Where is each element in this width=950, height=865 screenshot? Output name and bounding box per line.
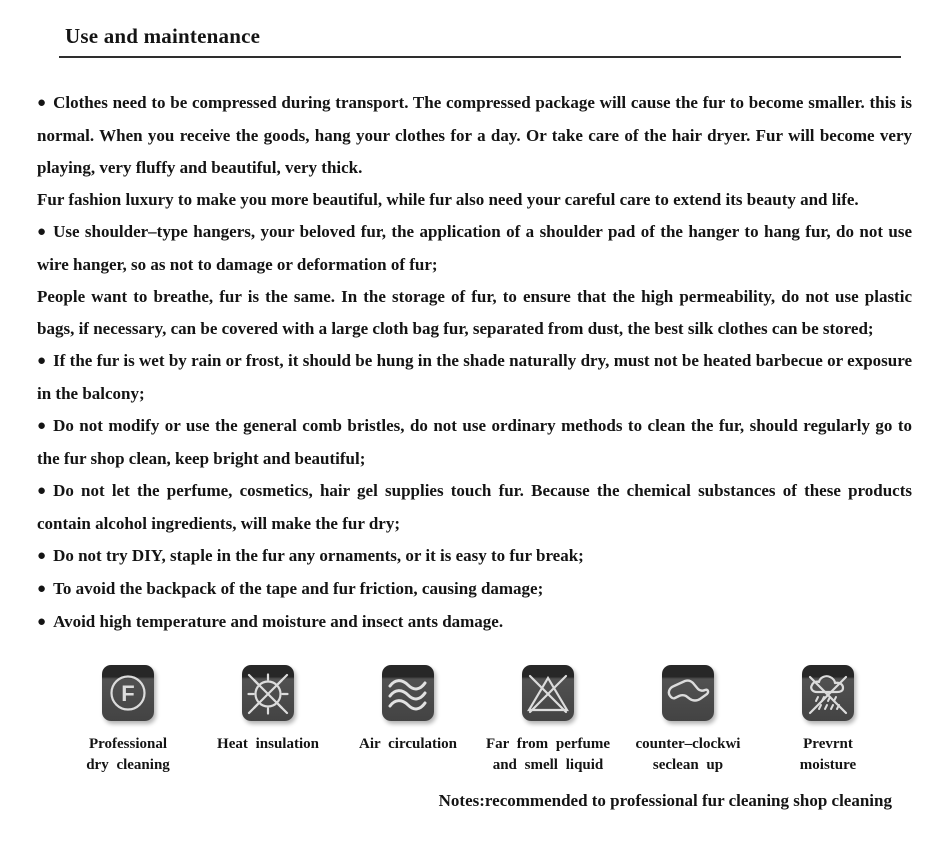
- care-symbol-heat-insulation: [198, 665, 338, 776]
- paragraph-text: Fur fashion luxury to make you more beautiful, while fur also need your careful care to extend its beauty and life.: [37, 190, 859, 209]
- paragraph: [37, 573, 912, 606]
- paragraph-text: Do not modify or use the general comb bristles, do not use ordinary methods to clean the fur, should regularly go to the fur shop clean, keep bright and beautiful;: [37, 416, 912, 468]
- bullet-icon: ●: [37, 353, 47, 369]
- paragraph-text: If the fur is wet by rain or frost, it should be hung in the shade naturally dry, must not be heated barbecue or exposure in the balcony;: [37, 351, 912, 403]
- document-page: [0, 24, 950, 865]
- care-symbol-label: Heat insulation: [217, 736, 319, 752]
- paragraph: [37, 184, 912, 216]
- paragraph-text: To avoid the backpack of the tape and fur friction, causing damage;: [53, 579, 544, 598]
- paragraph: [37, 410, 912, 475]
- care-symbol-no-perfume: [478, 665, 618, 776]
- bullet-icon: ●: [37, 224, 47, 240]
- paragraph-text: Clothes need to be compressed during transport. The compressed package will cause the fur to become smaller. this is normal. When you receive the goods, hang your clothes for a day. Or take care of the hair dryer. Fur will become very playing, very fluffy and beautiful, very thick.: [37, 93, 912, 177]
- paragraph: [37, 281, 912, 345]
- brush-icon: [662, 665, 714, 721]
- bullet-icon: ●: [37, 548, 47, 564]
- paragraph: [37, 540, 912, 573]
- instructions-body: [37, 87, 912, 639]
- paragraph-text: Do not try DIY, staple in the fur any ornaments, or it is easy to fur break;: [53, 546, 584, 565]
- paragraph-text: Do not let the perfume, cosmetics, hair gel supplies touch fur. Because the chemical substances of these products contain alcohol ingredients, will make the fur dry;: [37, 481, 912, 533]
- footer-note: Notes:recommended to professional fur cleaning shop cleaning: [438, 791, 892, 810]
- care-symbol-label: Professional dry cleaning: [86, 736, 170, 773]
- dry-clean-f-icon: [102, 665, 154, 721]
- paragraph: [37, 87, 912, 184]
- care-symbol-brush-clean: [618, 665, 758, 776]
- no-rain-cloud-icon: [802, 665, 854, 721]
- paragraph: [37, 475, 912, 540]
- no-bleach-icon: [522, 665, 574, 721]
- bullet-icon: ●: [37, 418, 47, 434]
- bullet-icon: ●: [37, 95, 47, 111]
- paragraph-text: Use shoulder–type hangers, your beloved fur, the application of a shoulder pad of the hanger to hang fur, do not use wire hanger, so as not to damage or deformation of fur;: [37, 222, 912, 274]
- air-waves-icon: [382, 665, 434, 721]
- care-symbol-air-circulation: [338, 665, 478, 776]
- paragraph-text: People want to breathe, fur is the same. In the storage of fur, to ensure that the high permeability, do not use plastic bags, if necessary, can be covered with a large cloth bag fur, separated from dust, the best silk clothes can be stored;: [37, 287, 912, 338]
- paragraph: [37, 606, 912, 639]
- paragraph-text: Avoid high temperature and moisture and insect ants damage.: [53, 612, 504, 631]
- bullet-icon: ●: [37, 614, 47, 630]
- title-section: [59, 24, 901, 58]
- care-symbol-label: Air circulation: [358, 736, 458, 752]
- page-title: Use and maintenance: [65, 24, 261, 48]
- no-heat-sun-icon: [242, 665, 294, 721]
- care-symbol-dry-cleaning: [58, 665, 198, 776]
- svg-text:F: F: [121, 681, 135, 706]
- paragraph: [37, 345, 912, 410]
- bullet-icon: ●: [37, 483, 47, 499]
- care-symbol-label: Far from perfume and smell liquid: [485, 736, 611, 773]
- care-symbol-label: counter–clockwi seclean up: [635, 736, 741, 773]
- care-symbol-label: Prevrnt moisture: [799, 736, 857, 773]
- care-symbol-prevent-moisture: [758, 665, 898, 776]
- bullet-icon: ●: [37, 581, 47, 597]
- care-symbols-row: [58, 665, 898, 776]
- paragraph: [37, 216, 912, 281]
